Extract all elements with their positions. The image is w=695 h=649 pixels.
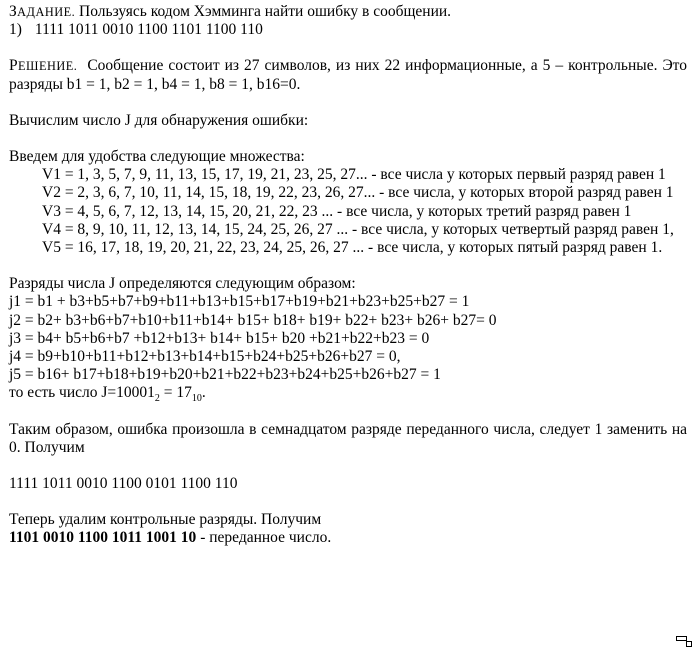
task-item-number: 1) (9, 21, 22, 39)
document-marker-box (686, 641, 692, 647)
solution-heading-rest: ЕШЕНИЕ. (18, 59, 78, 74)
task-item-line (9, 21, 687, 39)
j-result-prefix: то есть число J=10001 (9, 384, 155, 402)
document-marker-icon (676, 636, 692, 647)
j-line-1: j1 = b1 + b3+b5+b7+b9+b11+b13+b15+b17+b19+b21+b23+b25+b27 = 1 (9, 293, 470, 311)
j-line-5: j5 = b16+ b17+b18+b19+b20+b21+b22+b23+b24+b25+b26+b27 = 1 (9, 366, 441, 384)
j-intro-line: Разряды числа J определяются следующим образом: (9, 275, 356, 293)
conclusion-paragraph: Таким образом, ошибка произошла в семнадцатом разряде переданного числа, следует 1 заменить на 0. Получим (9, 420, 687, 456)
task-heading-rest: АДАНИЕ. (17, 5, 76, 19)
j-result-line (9, 384, 687, 405)
task-heading (9, 3, 75, 20)
set-v4: V4 = 8, 9, 10, 11, 12, 13, 14, 15, 24, 25, 26, 27 ... - все числа, у которых четвертый разряд равен 1, (42, 220, 674, 238)
set-v5: V5 = 16, 17, 18, 19, 20, 21, 22, 23, 24, 25, 26, 27 ... - все числа, у которых пятый разряд равен 1. (42, 239, 663, 257)
final-intro-line: Теперь удалим контрольные разряды. Получим (9, 511, 322, 529)
solution-paragraph (9, 57, 687, 93)
task-heading-lead: З (9, 3, 18, 20)
compute-intro-line: Вычислим число J для обнаружения ошибки: (9, 111, 309, 129)
task-text: Пользуясь кодом Хэмминга найти ошибку в сообщении. (79, 3, 452, 20)
final-code: 1101 0010 1100 1011 1001 10 (9, 529, 197, 547)
final-block (9, 511, 687, 547)
j-block (9, 275, 687, 405)
set-v1: V1 = 1, 3, 5, 7, 9, 11, 13, 15, 17, 19, 21, 23, 25, 27... - все числа у которых первый разряд равен 1 (42, 166, 666, 184)
j-result-base10: 10 (191, 393, 202, 405)
j-result-middle: = 17 (159, 384, 192, 402)
solution-heading-lead: Р (9, 57, 19, 75)
sets-intro-line: Введем для удобства следующие множества: (9, 148, 305, 166)
corrected-code-line: 1111 1011 0010 1100 0101 1100 110 (9, 475, 238, 493)
final-code-line (9, 529, 687, 547)
set-v3: V3 = 4, 5, 6, 7, 12, 13, 14, 15, 20, 21, 22, 23 ... - все числа, у которых третий разряд равен 1 (42, 202, 632, 220)
task-heading-line (9, 3, 687, 21)
set-v2: V2 = 2, 3, 6, 7, 10, 11, 14, 15, 18, 19, 22, 23, 26, 27... - все числа, у которых второй разряд равен 1 (42, 184, 674, 202)
j-result-base2: 2 (154, 393, 160, 405)
j-line-4: j4 = b9+b10+b11+b12+b13+b14+b15+b24+b25+b26+b27 = 0, (9, 348, 401, 366)
sets-block (9, 148, 687, 257)
j-result-suffix: . (201, 384, 206, 402)
j-line-3: j3 = b4+ b5+b6+b7 +b12+b13+ b14+ b15+ b20 +b21+b22+b23 = 0 (9, 329, 430, 347)
j-line-2: j2 = b2+ b3+b6+b7+b10+b11+b14+ b15+ b18+ b19+ b22+ b23+ b26+ b27= 0 (9, 311, 497, 329)
final-code-suffix: - переданное число. (196, 529, 332, 547)
solution-heading (9, 57, 77, 74)
solution-text: Сообщение состоит из 27 символов, из них 22 информационные, а 5 – контрольные. Это разряды b1 = 1, b2 = 1, b4 = 1, b8 = 1, b16=0. (9, 57, 687, 93)
task-message-code: 1111 1011 0010 1100 1101 1100 110 (34, 21, 263, 39)
